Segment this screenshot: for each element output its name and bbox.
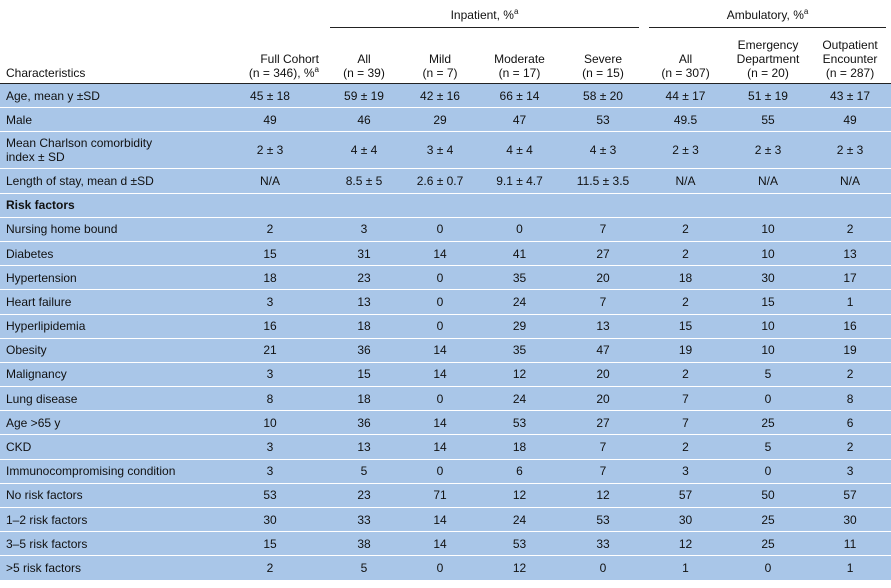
cell-value: 12 — [512, 367, 527, 382]
row-label: >5 risk factors — [6, 560, 82, 575]
cell-value: 1 — [846, 294, 854, 309]
row-label: Nursing home bound — [6, 222, 118, 237]
cell-value: 3 — [266, 440, 274, 455]
cell-value: 8 — [846, 391, 854, 406]
table-row — [0, 435, 891, 459]
cell-value: 10 — [263, 415, 277, 430]
cell-value: 20 — [596, 367, 610, 382]
row-label: Malignancy — [6, 367, 67, 382]
cell-value: 7 — [599, 222, 607, 237]
cell-value: 2 ± 3 — [754, 143, 782, 158]
cell-value: 30 — [843, 512, 857, 527]
cell-value: 7 — [599, 464, 607, 479]
cell-value: 14 — [433, 367, 447, 382]
table-row — [0, 411, 891, 435]
row-label: Age, mean y ±SD — [6, 88, 100, 103]
header-inpatient-moderate: Moderate (n = 17) — [494, 52, 545, 80]
cell-value: 49.5 — [673, 112, 698, 127]
cell-value: 3 — [846, 464, 854, 479]
cell-value: 25 — [761, 415, 775, 430]
table-row — [0, 387, 891, 411]
row-label: Hyperlipidemia — [6, 319, 86, 334]
cell-value — [325, 193, 403, 217]
cell-value: 14 — [433, 536, 447, 551]
cell-value — [215, 193, 325, 217]
table-row — [0, 132, 891, 169]
cell-value: 3 — [266, 367, 274, 382]
cell-value: 57 — [678, 488, 693, 503]
group-header-row — [0, 0, 891, 30]
cell-value — [644, 193, 727, 217]
cell-value: 66 ± 14 — [499, 88, 540, 103]
cell-value: 2 — [682, 440, 689, 455]
cell-value: 44 ± 17 — [665, 88, 706, 103]
cell-value: 3 ± 4 — [426, 143, 454, 158]
cell-value: 59 ± 19 — [344, 88, 384, 103]
cell-value: 36 — [357, 415, 371, 430]
inpatient-group-header: Inpatient, %$^a$ — [325, 0, 644, 30]
row-label: Mean Charlson comorbidity index ± SD — [6, 136, 153, 165]
cell-value: 47 — [596, 343, 610, 358]
cell-value: 45 ± 18 — [250, 88, 290, 103]
cell-value: 2 — [846, 367, 854, 382]
cell-value: 2 ± 3 — [836, 143, 864, 158]
cell-value: 16 — [843, 319, 857, 334]
cell-value: 31 — [357, 246, 371, 261]
cell-value: 27 — [596, 246, 610, 261]
cell-value: 12 — [596, 488, 610, 503]
cell-value: 35 — [512, 343, 527, 358]
cell-value: 30 — [761, 270, 775, 285]
cell-value: 14 — [433, 343, 447, 358]
cell-value: 13 — [843, 246, 857, 261]
cell-value: 58 ± 20 — [583, 88, 623, 103]
cell-value: 24 — [512, 294, 527, 309]
cell-value: 0 — [436, 294, 444, 309]
table-row — [0, 459, 891, 483]
table-row — [0, 193, 891, 217]
cell-value: 21 — [263, 343, 277, 358]
cell-value: 15 — [357, 367, 371, 382]
cell-value: 13 — [357, 294, 371, 309]
cell-value: 2 — [682, 294, 689, 309]
cell-value: 18 — [357, 319, 371, 334]
cell-value: 19 — [843, 343, 857, 358]
cell-value: 53 — [596, 512, 610, 527]
cell-value: 1 — [846, 560, 854, 575]
cell-value: 7 — [599, 440, 607, 455]
cell-value: 0 — [436, 560, 444, 575]
cell-value: 0 — [599, 560, 607, 575]
cell-value: 16 — [263, 319, 277, 334]
table-row — [0, 314, 891, 338]
cell-value: 71 — [433, 488, 447, 503]
cell-value: 18 — [263, 270, 277, 285]
cell-value: 8.5 ± 5 — [345, 173, 383, 188]
cell-value: 11 — [843, 536, 857, 551]
cell-value — [562, 193, 644, 217]
cell-value: 55 — [761, 112, 775, 127]
cell-value: 2.6 ± 0.7 — [416, 173, 464, 188]
ambulatory-group-header: Ambulatory, %$^a$ — [644, 0, 891, 30]
table-row — [0, 169, 891, 193]
cell-value: 14 — [433, 512, 447, 527]
cell-value: 0 — [436, 391, 444, 406]
cell-value: 53 — [512, 415, 527, 430]
cell-value: 18 — [512, 440, 527, 455]
header-emergency-department: Emergency Department (n = 20) — [736, 38, 800, 80]
cell-value: 10 — [761, 222, 775, 237]
cell-value: 6 — [846, 415, 854, 430]
row-label: Heart failure — [6, 294, 72, 309]
cell-value: 2 ± 3 — [672, 143, 699, 158]
cell-value: 2 — [846, 440, 854, 455]
cell-value: 49 — [263, 112, 277, 127]
cell-value — [727, 193, 809, 217]
cell-value: 25 — [761, 512, 775, 527]
row-label: No risk factors — [6, 488, 83, 503]
cell-value: N/A — [259, 173, 280, 188]
cell-value: 4 ± 4 — [506, 143, 533, 158]
cell-value: 5 — [764, 367, 772, 382]
cell-value: N/A — [758, 173, 779, 188]
cell-value: 14 — [433, 415, 447, 430]
table-row — [0, 241, 891, 265]
table-row — [0, 532, 891, 556]
row-label: Age >65 y — [6, 415, 61, 430]
cell-value: 53 — [596, 112, 610, 127]
cell-value: 57 — [843, 488, 857, 503]
row-label: Length of stay, mean d ±SD — [6, 173, 154, 188]
cell-value: 46 — [357, 112, 371, 127]
table-row — [0, 556, 891, 580]
cell-value — [809, 193, 891, 217]
cell-value: 24 — [512, 512, 527, 527]
cell-value: 29 — [433, 112, 447, 127]
row-label: Lung disease — [6, 391, 78, 406]
cell-value: 33 — [596, 536, 610, 551]
cell-value: 0 — [764, 464, 772, 479]
cell-value: 17 — [843, 270, 857, 285]
cell-value: 2 — [846, 222, 854, 237]
cell-value: 2 — [266, 560, 274, 575]
cell-value: 25 — [761, 536, 775, 551]
cell-value: 0 — [516, 222, 523, 237]
cell-value: 2 — [682, 367, 689, 382]
cell-value: 42 ± 16 — [420, 88, 460, 103]
row-label: Obesity — [6, 343, 47, 358]
cell-value — [403, 193, 477, 217]
cell-value: 36 — [357, 343, 371, 358]
cell-value: 10 — [761, 319, 775, 334]
cell-value: 23 — [357, 488, 371, 503]
cell-value: 0 — [436, 222, 444, 237]
cell-value: 10 — [761, 343, 775, 358]
table-row — [0, 108, 891, 132]
table-row — [0, 217, 891, 241]
cell-value: 7 — [599, 294, 607, 309]
cell-value: 38 — [357, 536, 371, 551]
header-inpatient-mild: Mild (n = 7) — [422, 52, 458, 80]
row-label: 1–2 risk factors — [6, 512, 88, 527]
cell-value: 7 — [682, 415, 689, 430]
cell-value: 11.5 ± 3.5 — [576, 173, 630, 188]
table-row — [0, 84, 891, 108]
cell-value: 51 ± 19 — [748, 88, 788, 103]
cell-value: 1 — [682, 560, 689, 575]
cell-value: 2 — [266, 222, 274, 237]
cell-value: 5 — [764, 440, 772, 455]
cell-value: 15 — [263, 536, 277, 551]
cell-value: 12 — [512, 488, 527, 503]
cell-value: 53 — [263, 488, 277, 503]
cell-value: 30 — [678, 512, 693, 527]
table-row — [0, 362, 891, 386]
cell-value: 14 — [433, 440, 447, 455]
cell-value: 6 — [516, 464, 523, 479]
header-characteristics: Characteristics — [6, 66, 86, 80]
cell-value: 2 — [682, 246, 689, 261]
cell-value: 15 — [678, 319, 693, 334]
cell-value: 18 — [357, 391, 371, 406]
cell-value: 33 — [357, 512, 371, 527]
cell-value: 30 — [263, 512, 277, 527]
cell-value: 14 — [433, 246, 447, 261]
cell-value: 19 — [678, 343, 693, 358]
row-label: Male — [6, 112, 33, 127]
table-row — [0, 266, 891, 290]
header-inpatient-all: All (n = 39) — [343, 52, 385, 80]
row-label: Hypertension — [6, 270, 77, 285]
cell-value: 53 — [512, 536, 527, 551]
table-row — [0, 338, 891, 362]
cell-value: 13 — [596, 319, 610, 334]
cell-value: 3 — [266, 294, 274, 309]
cell-value: 50 — [761, 488, 775, 503]
cell-value: 10 — [761, 246, 775, 261]
cell-value: 4 ± 4 — [350, 143, 378, 158]
cell-value: 3 — [682, 464, 689, 479]
cell-value: 27 — [596, 415, 610, 430]
header-full-cohort: Full Cohort (n = 346), %$^a$ — [248, 52, 319, 80]
column-header-row — [0, 30, 891, 84]
header-ambulatory-all: All (n = 307) — [661, 52, 710, 80]
table-row — [0, 508, 891, 532]
cell-value: 47 — [512, 112, 527, 127]
cell-value: 49 — [843, 112, 857, 127]
cell-value: N/A — [675, 173, 696, 188]
cell-value: 5 — [360, 560, 368, 575]
cell-value: 3 — [266, 464, 274, 479]
row-label: 3–5 risk factors — [6, 536, 88, 551]
row-label: CKD — [6, 440, 32, 455]
cell-value: 13 — [357, 440, 371, 455]
table-body — [0, 84, 891, 581]
cell-value: 29 — [512, 319, 527, 334]
cell-value: 18 — [678, 270, 693, 285]
cell-value: 0 — [436, 464, 444, 479]
cell-value: 0 — [764, 391, 772, 406]
table-row — [0, 290, 891, 314]
cell-value: 15 — [761, 294, 775, 309]
cell-value: 15 — [263, 246, 277, 261]
header-outpatient-encounter: Outpatient Encounter (n = 287) — [822, 38, 878, 80]
cell-value: 8 — [266, 391, 274, 406]
cell-value: 35 — [512, 270, 527, 285]
cell-value: 9.1 ± 4.7 — [496, 173, 543, 188]
cell-value: 43 ± 17 — [830, 88, 870, 103]
cell-value: N/A — [840, 173, 861, 188]
cell-value: 41 — [512, 246, 527, 261]
row-label: Immunocompromising condition — [6, 464, 176, 479]
cell-value: 0 — [436, 319, 444, 334]
cell-value: 2 ± 3 — [256, 143, 284, 158]
cell-value: 23 — [357, 270, 371, 285]
cell-value: 24 — [512, 391, 527, 406]
cell-value: 0 — [436, 270, 444, 285]
cell-value: 7 — [682, 391, 689, 406]
cell-value: 20 — [596, 391, 610, 406]
row-label: Risk factors — [6, 198, 75, 213]
cell-value: 2 — [682, 222, 689, 237]
cell-value: 12 — [678, 536, 693, 551]
cell-value: 4 ± 3 — [589, 143, 617, 158]
cell-value: 0 — [764, 560, 772, 575]
header-inpatient-severe: Severe (n = 15) — [582, 52, 624, 80]
row-label: Diabetes — [6, 246, 54, 261]
table-row — [0, 483, 891, 507]
cell-value — [477, 193, 562, 217]
cell-value: 3 — [360, 222, 368, 237]
cell-value: 5 — [360, 464, 368, 479]
cell-value: 20 — [596, 270, 610, 285]
cell-value: 12 — [512, 560, 527, 575]
